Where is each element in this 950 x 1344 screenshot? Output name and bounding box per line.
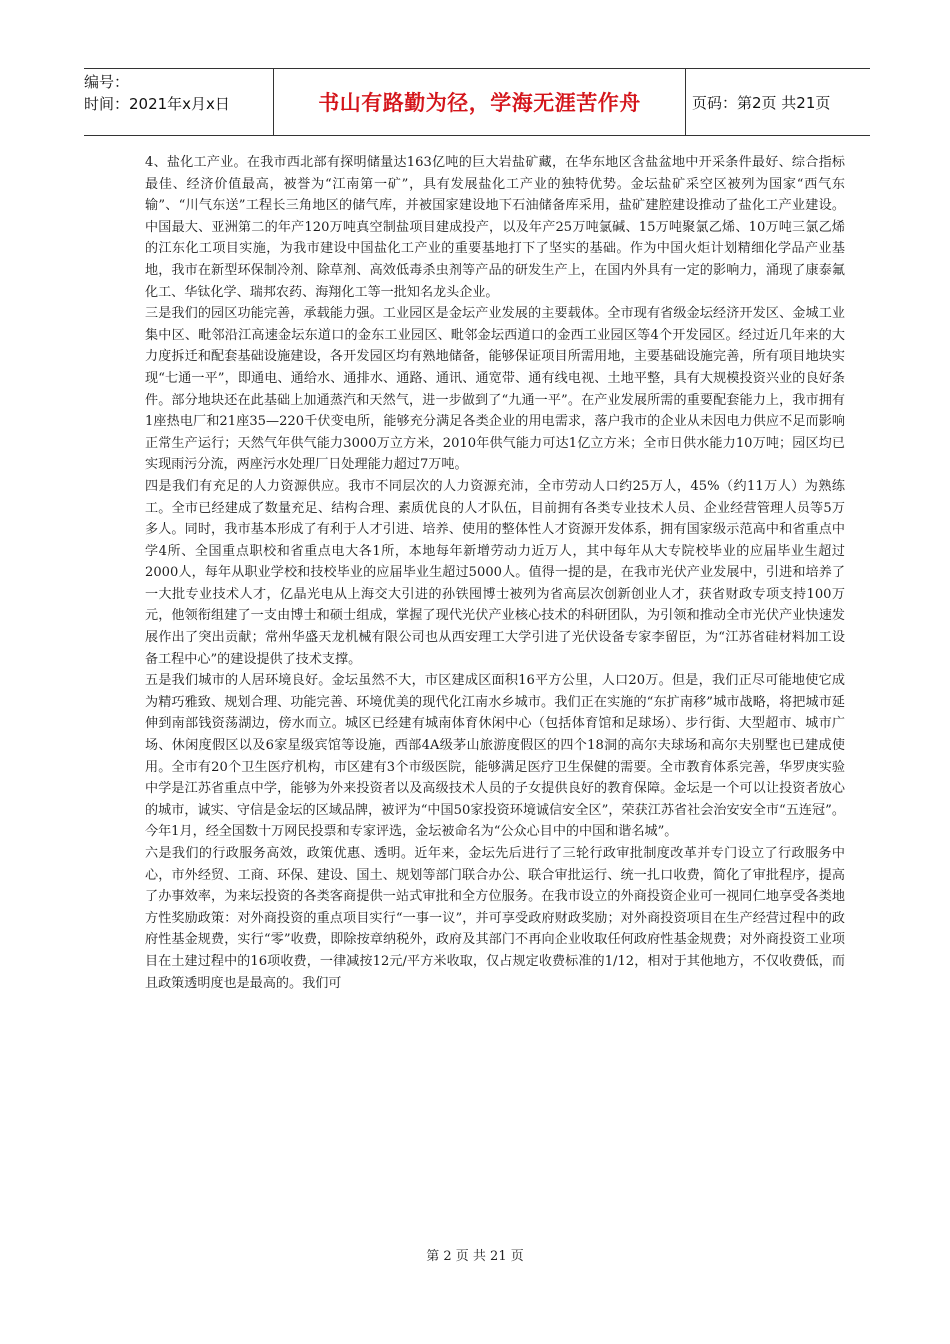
number-label: 编号： <box>84 73 130 91</box>
paragraph-industrial-parks: 三是我们的园区功能完善，承载能力强。工业园区是金坛产业发展的主要载体。全市现有省级金坛经济开发区、金城工业集中区、毗邻沿江高速金坛东道口的金东工业园区、毗邻金坛西道口的金西工业园区等4个开发园区。经过近几年来的大力度拆迁和配套基础设施建设，各开发园区均有熟地储备，能够保证项目所需用地，主要基础设施完善，所有项目地块实现“七通一平”，即通电、通给水、通排水、通路、通讯、通宽带、通有线电视、土地平整，具有大规模投资兴业的良好条件。部分地块还在此基础上加通蒸汽和天然气，进一步做到了“九通一平”。在产业发展所需的重要配套能力上，我市拥有1座热电厂和21座35—220千伏变电所，能够充分满足各类企业的用电需求，落户我市的企业从未因电力供应不足而影响正常生产运行；天然气年供气能力3000万立方米，2010年供气能力可达1亿立方米；全市日供水能力10万吨；园区均已实现雨污分流，两座污水处理厂日处理能力超过7万吨。 <box>145 306 845 473</box>
date-label: 时间：2021年x月x日 <box>84 95 230 113</box>
paragraph-administrative-services: 六是我们的行政服务高效，政策优惠、透明。近年来，金坛先后进行了三轮行政审批制度改革并专门设立了行政服务中心，市外经贸、工商、环保、建设、国土、规划等部门联合办公、联合审批运行、统一扎口收费，简化了审批程序，提高了办事效率，为来坛投资的各类客商提供一站式审批和全方位服务。在我市设立的外商投资企业可一视同仁地享受各类地方性奖励政策：对外商投资的重点项目实行“一事一议”，并可享受政府财政奖励；对外商投资项目在生产经营过程中的政府性基金规费，实行“零”收费，即除按章纳税外，政府及其部门不再向企业收取任何政府性基金规费；对外商投资工业项目在土建过程中的16项收费，一律减按12元/平方米收取，仅占规定收费标准的1/12，相对于其他地方，不仅收费低，而且政策透明度也是最高的。我们可 <box>145 846 845 991</box>
page-header <box>84 68 870 136</box>
header-meta <box>84 69 274 135</box>
paragraph-living-environment: 五是我们城市的人居环境良好。金坛虽然不大，市区建成区面积16平方公里，人口20万。但是，我们正尽可能地使它成为精巧雅致、规划合理、功能完善、环境优美的现代化江南水乡城市。我们正在实施的“东扩南移”城市战略，将把城市延伸到南部钱资荡湖边，傍水而立。城区已经建有城南体育休闲中心（包括体育馆和足球场）、步行街、大型超市、城市广场、休闲度假区以及6家星级宾馆等设施，西部4A级茅山旅游度假区的四个18洞的高尔夫球场和高尔夫别墅也已建成使用。全市有20个卫生医疗机构，市区建有3个市级医院，能够满足医疗卫生保健的需要。全市教育体系完善，华罗庚实验中学是江苏省重点中学，能够为外来投资者以及高级技术人员的子女提供良好的教育保障。金坛是一个可以让投资者放心的城市，诚实、守信是金坛的区域品牌，被评为“中国50家投资环境诚信安全区”，荣获江苏省社会治安安全市“五连冠”。今年1月，经全国数十万网民投票和专家评选，金坛被命名为“公众心目中的中国和谐名城”。 <box>145 673 845 840</box>
paragraph-salt-chemical: 4、盐化工产业。在我市西北部有探明储量达163亿吨的巨大岩盐矿藏，在华东地区含盐盆地中开采条件最好、综合指标最佳、经济价值最高，被誉为“江南第一矿”，具有发展盐化工产业的独特优势。金坛盐矿采空区被列为国家“西气东输”、“川气东送”工程长三角地区的储气库，并被国家建设地下石油储备库采用，盐矿建腔建设推动了盐化工产业建设。中国最大、亚洲第二的年产120万吨真空制盐项目建成投产，以及年产25万吨氯碱、15万吨聚氯乙烯、10万吨三氯乙烯的江东化工项目实施，为我市建设中国盐化工产业的重要基地打下了坚实的基础。作为中国火炬计划精细化学品产业基地，我市在新型环保制冷剂、除草剂、高效低毒杀虫剂等产品的研发生产上，在国内外具有一定的影响力，涌现了康泰氟化工、华钛化学、瑞邦农药、海翔化工等一批知名龙头企业。 <box>145 155 845 300</box>
header-motto: 书山有路勤为径，学海无涯苦作舟 <box>274 69 686 135</box>
page-footer: 第 2 页 共 21 页 <box>426 1249 524 1264</box>
document-body <box>145 152 845 994</box>
paragraph-human-resources: 四是我们有充足的人力资源供应。我市不同层次的人力资源充沛，全市劳动人口约25万人，45%（约11万人）为熟练工。全市已经建成了数量充足、结构合理、素质优良的人才队伍，目前拥有各类专业技术人员、企业经营管理人员等5万多人。同时，我市基本形成了有利于人才引进、培养、使用的整体性人才资源开发体系，拥有国家级示范高中和省重点中学4所、全国重点职校和省重点电大各1所，本地每年新增劳动力近万人，其中每年从大专院校毕业的应届毕业生超过2000人，每年从职业学校和技校毕业的应届毕业生超过5000人。值得一提的是，在我市光伏产业发展中，引进和培养了一大批专业技术人才，亿晶光电从上海交大引进的孙铁囤博士被列为省高层次创新创业人才，获省财政专项支持100万元，他领衔组建了一支由博士和硕士组成，掌握了现代光伏产业核心技术的科研团队，为引领和推动全市光伏产业快速发展作出了突出贡献；常州华盛天龙机械有限公司也从西安理工大学引进了光伏设备专家李留臣，为“江苏省硅材料加工设备工程中心”的建设提供了技术支撑。 <box>145 478 845 667</box>
header-page-info: 页码：第2页 共21页 <box>692 93 831 112</box>
